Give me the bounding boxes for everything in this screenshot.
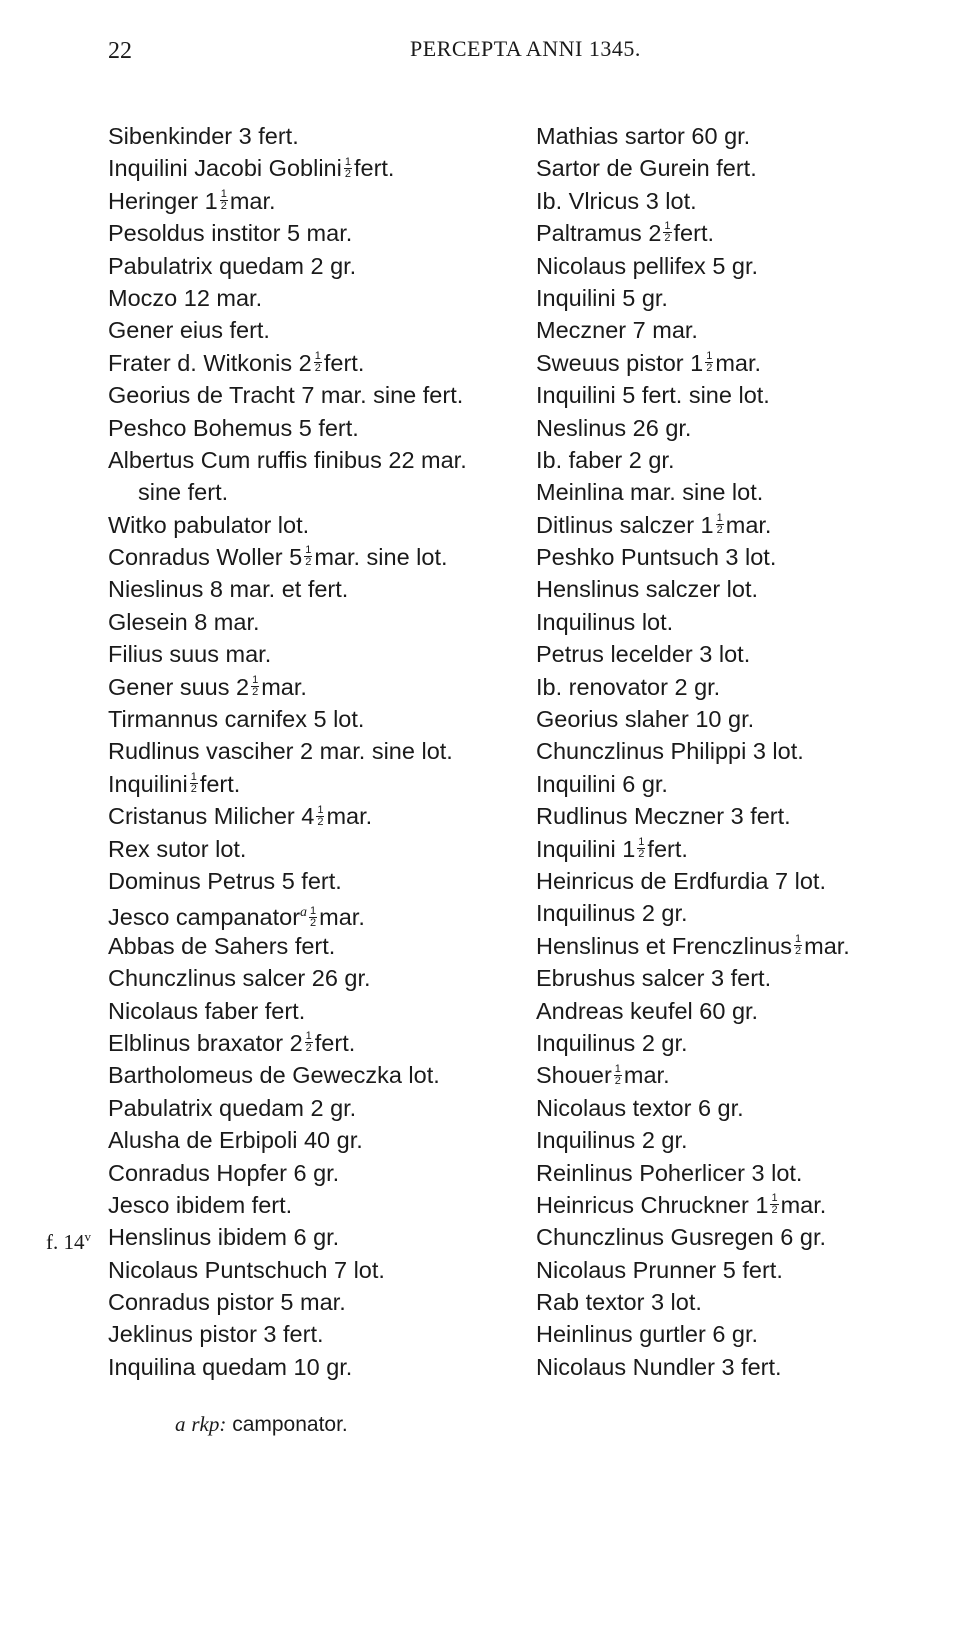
ledger-entry [108,541,508,573]
ledger-entry [108,379,508,411]
ledger-entry [108,1124,508,1156]
entry-text: Conradus Hopfer 6 gr. [108,1159,340,1186]
fraction: $\frac{1}{2}$ [317,803,324,828]
entry-text: Inquilinus 2 gr. [536,1127,688,1154]
entry-text: Jeklinus pistor 3 fert. [108,1321,324,1348]
entry-text: Ditlinus salczer 1 [536,511,714,538]
ledger-entry [536,865,936,897]
entry-text: Chunczlinus salcer 26 gr. [108,965,371,992]
entry-text: Heringer 1 [108,187,218,214]
footnote [175,1412,348,1437]
ledger-entry [536,703,936,735]
entry-text: Conradus pistor 5 mar. [108,1289,346,1316]
entry-text: Inquilina quedam 10 gr. [108,1353,353,1380]
ledger-entry [108,703,508,735]
entry-text: Inquilinus 2 gr. [536,900,688,927]
entry-text: Moczo 12 mar. [108,284,263,311]
entry-unit: mar. [229,187,276,214]
entry-text: Neslinus 26 gr. [536,414,692,441]
ledger-entry [536,347,936,379]
ledger-entry [536,897,936,929]
ledger-entry [108,995,508,1027]
ledger-entry [536,962,936,994]
ledger-entry [536,1189,936,1221]
ledger-entry [108,347,508,379]
footnote-text: camponator. [232,1413,348,1436]
entry-text: Inquilini [108,770,188,797]
ledger-entry [536,573,936,605]
entry-text: Nicolaus Prunner 5 fert. [536,1256,783,1283]
fraction: $\frac{1}{2}$ [664,220,671,245]
entry-unit: fert. [199,770,241,797]
entry-text: Nieslinus 8 mar. et fert. [108,576,349,603]
entry-text: Henslinus et Frenczlinus [536,932,792,959]
entry-text: Conradus Woller 5 [108,544,303,571]
entry-text: Meczner 7 mar. [536,317,698,344]
entry-text: Peshko Puntsuch 3 lot. [536,544,777,571]
running-title-initial: P [410,36,423,61]
entry-text: Dominus Petrus 5 fert. [108,867,342,894]
entry-text: Abbas de Sahers fert. [108,932,336,959]
entry-text: Reinlinus Poherlicer 3 lot. [536,1159,803,1186]
ledger-entry [536,735,936,767]
ledger-entry [108,1157,508,1189]
entry-text: Witko pabulator lot. [108,511,310,538]
ledger-entry [536,606,936,638]
entry-text: Alusha de Erbipoli 40 gr. [108,1127,363,1154]
entry-text: Jesco campanator [108,904,301,931]
entry-text: Inquilinus lot. [536,608,674,635]
entry-text: Nicolaus textor 6 gr. [536,1094,744,1121]
ledger-entry [536,671,936,703]
entry-text: Pabulatrix quedam 2 gr. [108,252,357,279]
entry-text: Sweuus pistor 1 [536,349,704,376]
ledger-entry [108,1286,508,1318]
entry-text: Nicolaus faber fert. [108,997,306,1024]
running-title [410,36,641,62]
ledger-entry [46,1221,508,1255]
entry-text: Georius slaher 10 gr. [536,706,755,733]
ledger-entry [536,185,936,217]
entry-text: Peshco Bohemus 5 fert. [108,414,359,441]
fraction: $\frac{1}{2}$ [638,835,645,860]
ledger-entry [108,1092,508,1124]
entry-text: Chunczlinus Gusregen 6 gr. [536,1224,826,1251]
ledger-entry [536,995,936,1027]
ledger-entry [536,833,936,865]
entry-unit: fert. [314,1029,356,1056]
ledger-entry [536,217,936,249]
ledger-entry [108,314,508,346]
entry-text: Georius de Tracht 7 mar. sine fert. [108,382,464,409]
fraction: $\frac{1}{2}$ [305,544,312,569]
entry-text: Gener eius fert. [108,317,270,344]
ledger-entry [536,930,936,962]
ledger-entry [108,573,508,605]
fraction: $\frac{1}{2}$ [716,511,723,536]
entry-text: Petrus lecelder 3 lot. [536,641,751,668]
ledger-entry [108,800,508,832]
entry-text: Frater d. Witkonis 2 [108,349,312,376]
footnote-abbr: rkp: [191,1412,227,1436]
ledger-entry [108,768,508,800]
entry-unit: mar. [780,1191,827,1218]
ledger-entry [536,250,936,282]
entry-text: Pabulatrix quedam 2 gr. [108,1094,357,1121]
entry-unit: fert. [353,155,395,182]
ledger-entry [108,865,508,897]
ledger-entry [536,1124,936,1156]
ledger-entry [108,606,508,638]
entry-text: Gener suus 2 [108,673,250,700]
ledger-entry [536,314,936,346]
entry-text: Rudlinus vasciher 2 mar. sine lot. [108,738,453,765]
ledger-entry [536,444,936,476]
entry-text: Elblinus braxator 2 [108,1029,303,1056]
ledger-entry [108,638,508,670]
entry-text: Rex sutor lot. [108,835,247,862]
entry-text: Inquilini 5 gr. [536,284,668,311]
ledger-entry [108,671,508,703]
entry-text: Cristanus Milicher 4 [108,803,315,830]
fraction: $\frac{1}{2}$ [305,1030,312,1055]
entry-unit: mar. [715,349,762,376]
ledger-entry [536,638,936,670]
entry-text: Henslinus ibidem 6 gr. [108,1224,340,1251]
footnote-ref: a [300,905,308,921]
entry-text: Albertus Cum ruffis finibus 22 mar. [108,446,467,473]
footnote-mark: a [175,1412,186,1436]
entry-text: Inquilinus 2 gr. [536,1029,688,1056]
entry-text: Shouer [536,1062,612,1089]
entry-unit: mar. [804,932,850,959]
entry-text: Henslinus salczer lot. [536,576,759,603]
ledger-entry [108,250,508,282]
fraction: $\frac{1}{2}$ [220,188,227,213]
left-column [46,120,508,1383]
ledger-entry [108,735,508,767]
ledger-entry [536,541,936,573]
ledger-entry [536,800,936,832]
entry-text: Bartholomeus de Geweczka lot. [108,1062,440,1089]
entry-text: Heinlinus gurtler 6 gr. [536,1321,759,1348]
entry-unit: mar. [261,673,307,700]
ledger-entry [108,217,508,249]
fraction: $\frac{1}{2}$ [614,1062,621,1087]
ledger-entry [536,1027,936,1059]
ledger-entry [108,897,508,929]
ledger-entry [108,152,508,184]
ledger-entry [108,962,508,994]
ledger-entry [536,1157,936,1189]
entry-text: Andreas keufel 60 gr. [536,997,759,1024]
ledger-entry [108,1318,508,1350]
ledger-entry [108,1027,508,1059]
entry-text: Inquilini 6 gr. [536,770,668,797]
ledger-entry [108,1189,508,1221]
entry-text: Inquilini 5 fert. sine lot. [536,382,770,409]
fraction: $\frac{1}{2}$ [310,904,317,929]
fraction: $\frac{1}{2}$ [771,1192,778,1217]
ledger-entry [536,1286,936,1318]
fraction: $\frac{1}{2}$ [706,350,713,375]
ledger-entry [536,1059,936,1091]
fraction: $\frac{1}{2}$ [252,673,259,698]
entry-text: Nicolaus Nundler 3 fert. [536,1353,782,1380]
entry-text: Rudlinus Meczner 3 fert. [536,803,791,830]
ledger-entry [536,1351,936,1383]
entry-text: Mathias sartor 60 gr. [536,123,751,149]
ledger-entry [536,412,936,444]
ledger-entry [536,120,936,152]
ledger-entry [108,412,508,444]
entry-text: Tirmannus carnifex 5 lot. [108,706,365,733]
entry-text: Pesoldus institor 5 mar. [108,220,353,247]
fraction: $\frac{1}{2}$ [795,933,802,958]
entry-text: Ebrushus salcer 3 fert. [536,965,772,992]
entry-text: Sartor de Gurein fert. [536,155,757,182]
right-column [536,120,936,1383]
ledger-entry [108,185,508,217]
entry-unit: fert. [673,220,714,247]
entry-text: Jesco ibidem fert. [108,1191,293,1218]
entry-text: Ib. renovator 2 gr. [536,673,721,700]
ledger-entry [108,930,508,962]
entry-text: Inquilini Jacobi Goblini [108,155,342,182]
ledger-entry [536,1221,936,1253]
ledger-entry [536,768,936,800]
ledger-entry [536,1318,936,1350]
entry-unit: mar. [725,511,772,538]
entry-text: Heinricus de Erdfurdia 7 lot. [536,867,826,894]
fraction: $\frac{1}{2}$ [314,350,321,375]
fraction: $\frac{1}{2}$ [190,771,197,796]
ledger-entry [108,1351,508,1383]
ledger-entry [108,1059,508,1091]
entry-unit: mar. [623,1062,670,1089]
entry-text: Sibenkinder 3 fert. [108,123,299,149]
entry-unit: fert. [323,349,365,376]
ledger-entry [536,152,936,184]
ledger-entry [536,1254,936,1286]
ledger-entry [536,282,936,314]
ledger-entry [108,476,508,508]
entry-text: Nicolaus Puntschuch 7 lot. [108,1256,385,1283]
entry-text: Ib. faber 2 gr. [536,446,675,473]
entry-text: Ib. Vlricus 3 lot. [536,187,697,214]
entry-text: Rab textor 3 lot. [536,1289,702,1316]
entry-unit: mar. [319,904,365,931]
ledger-entry [536,509,936,541]
page-number: 22 [108,38,132,64]
ledger-entry [108,509,508,541]
entry-text: Heinricus Chruckner 1 [536,1191,769,1218]
ledger-entry [108,444,508,476]
entry-unit: mar. sine lot. [314,544,448,571]
running-title-rest: ERCEPTA ANNI 1345. [422,36,641,61]
entry-text: sine fert. [138,479,229,506]
ledger-entry [108,1254,508,1286]
ledger-entry [536,1092,936,1124]
entry-text: Inquilini 1 [536,835,636,862]
entry-text: Chunczlinus Philippi 3 lot. [536,738,804,765]
entry-text: Glesein 8 mar. [108,608,260,635]
ledger-entry [536,379,936,411]
ledger-entry [108,282,508,314]
folio-marker: f. 14$^v$ [46,1229,91,1255]
entry-text: Paltramus 2 [536,220,662,247]
fraction: $\frac{1}{2}$ [344,155,351,180]
ledger-entry [108,120,508,152]
entry-text: Filius suus mar. [108,641,272,668]
entry-unit: fert. [647,835,688,862]
entry-unit: mar. [326,803,373,830]
ledger-entry [108,833,508,865]
entry-text: Meinlina mar. sine lot. [536,479,764,506]
ledger-entry [536,476,936,508]
entry-text: Nicolaus pellifex 5 gr. [536,252,759,279]
